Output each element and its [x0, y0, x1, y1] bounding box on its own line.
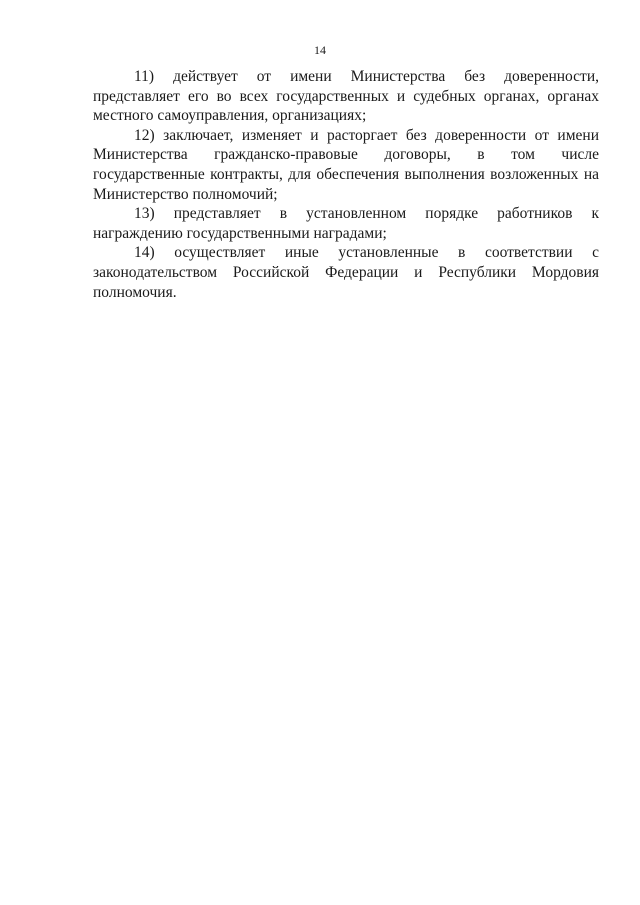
paragraph-item-11: 11) действует от имени Министерства без доверенности, представляет его во всех государственных и судебных органах, органах местного самоуправления, организациях; [93, 68, 599, 125]
page-number: 14 [314, 43, 326, 57]
paragraph-item-13: 13) представляет в установленном порядке работников к награждению государственными наградами; [93, 205, 599, 242]
paragraph-item-12: 12) заключает, изменяет и расторгает без доверенности от имени Министерства гражданско-правовые договоры, в том числе государственные контракты, для обеспечения выполнения возложенных на Министерство полномочий; [93, 126, 599, 203]
document-body [93, 67, 599, 302]
paragraph-item-14: 14) осуществляет иные установленные в соответствии с законодательством Российской Федерации и Республики Мордовия полномочия. [93, 244, 599, 301]
